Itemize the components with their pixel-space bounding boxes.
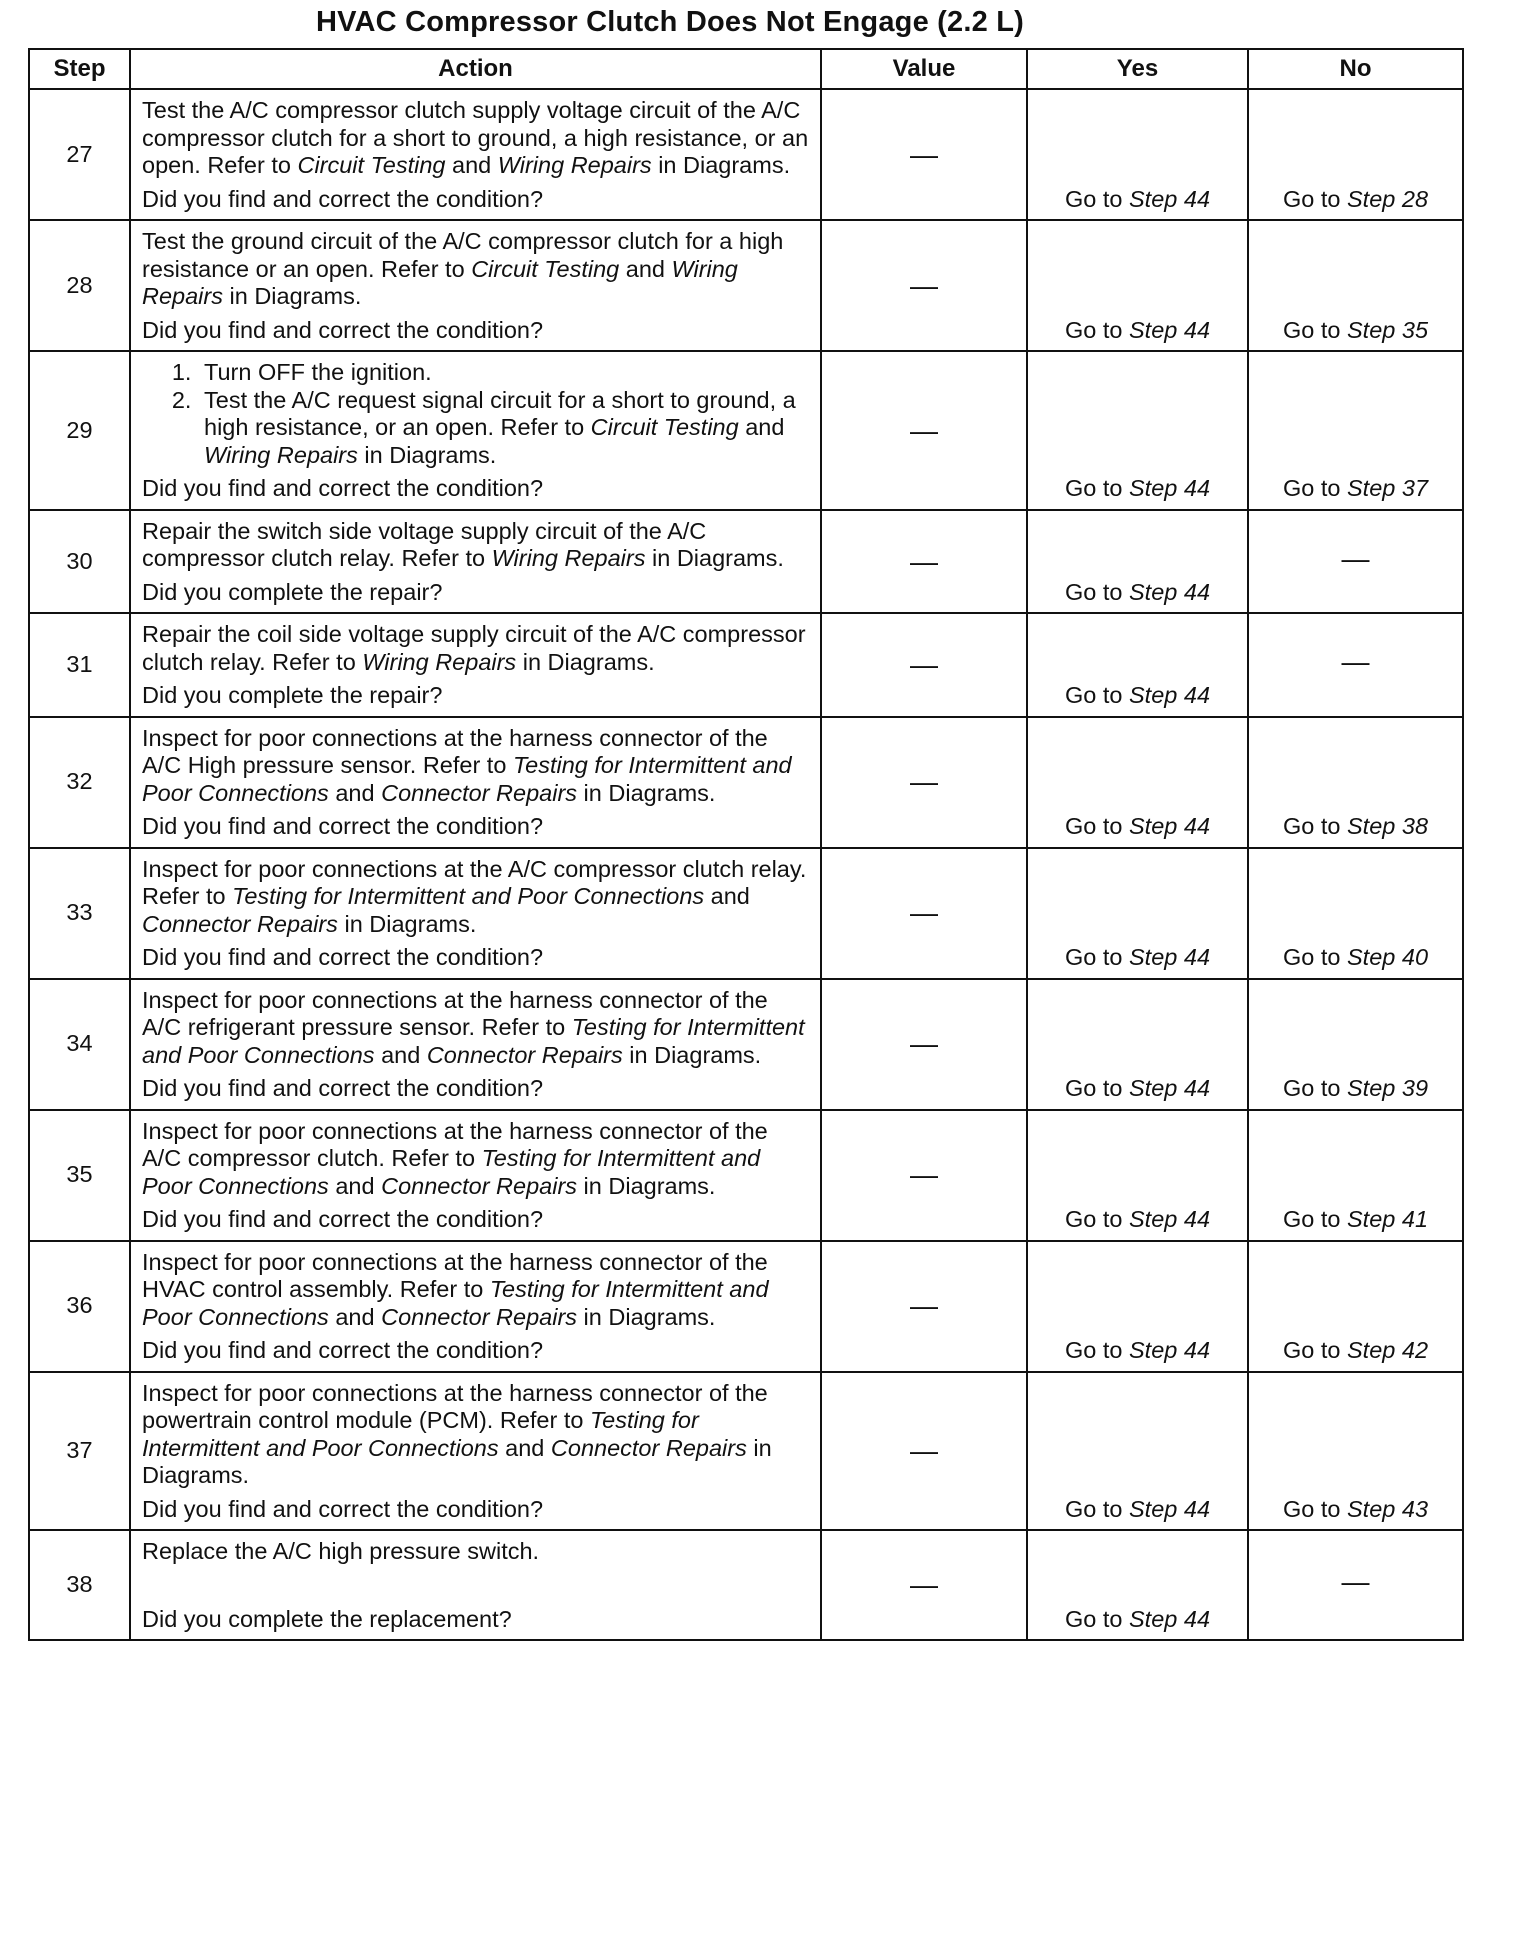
value-cell: — [821,220,1027,351]
no-cell [1248,351,1463,510]
table-row [29,89,1463,220]
action-steps [142,359,810,469]
reference-link-text: Wiring Repairs [142,255,738,309]
value-cell: — [821,1110,1027,1241]
step-reference: Step 37 [1347,475,1429,501]
step-number: 32 [29,717,130,848]
go-to-step: Go to Step 28 [1282,185,1429,212]
header-yes: Yes [1027,49,1248,89]
step-number: 36 [29,1241,130,1372]
go-to-step: Go to Step 44 [1064,475,1211,501]
step-number: 31 [29,613,130,717]
action-description: Inspect for poor connections at the harness connector of the A/C High pressure sensor. Refer to Testing for Intermittent and Poor Connections and Connector Repairs in Diagrams. [142,724,792,806]
go-to-step: Go to Step 44 [1064,1206,1211,1232]
table-row [29,979,1463,1110]
yes-cell [1027,351,1248,510]
yes-cell [1027,848,1248,979]
no-cell [1248,717,1463,848]
value-cell: — [821,351,1027,510]
go-to-step: Go to Step 44 [1064,578,1211,605]
action-description: Inspect for poor connections at the A/C compressor clutch relay. Refer to Testing for Intermittent and Poor Connections and Connector Repairs in Diagrams. [142,855,807,937]
value-cell: — [821,613,1027,717]
step-reference: Step 44 [1129,682,1211,708]
table-row [29,510,1463,614]
header-step: Step [29,49,130,89]
action-question: Did you find and correct the condition? [142,1495,544,1522]
step-reference: Step 42 [1347,1337,1429,1363]
action-description: Inspect for poor connections at the harness connector of the A/C refrigerant pressure sensor. Refer to Testing for Intermittent and Poor Connections and Connector Repairs in Diagrams. [142,986,805,1068]
action-question: Did you find and correct the condition? [142,1337,544,1363]
reference-link-text: Connector Repairs [381,1303,578,1330]
step-reference: Step 40 [1347,944,1429,970]
go-to-step: Go to Step 38 [1282,813,1429,839]
go-to-step: Go to Step 44 [1064,1075,1211,1101]
page-title: HVAC Compressor Clutch Does Not Engage (2.2 L) [316,6,1024,38]
reference-link-text: Circuit Testing [590,414,739,440]
reference-link-text: Wiring Repairs [491,545,646,571]
spacer [142,1566,810,1600]
no-cell [1248,1241,1463,1372]
action-question: Did you find and correct the condition? [142,944,544,970]
action-question: Did you find and correct the condition? [142,813,544,839]
action-cell [130,510,821,614]
no-cell [1248,848,1463,979]
action-question: Did you find and correct the condition? [142,185,544,212]
no-cell: — [1248,510,1463,614]
no-cell [1248,979,1463,1110]
yes-cell [1027,979,1248,1110]
table-row [29,717,1463,848]
action-cell [130,89,821,220]
action-description [142,359,810,469]
reference-link-text: Connector Repairs [381,779,578,806]
reference-link-text: Testing for Intermittent and Poor Connections [142,1407,699,1461]
reference-link-text: Testing for Intermittent and Poor Connections [142,1276,769,1330]
step-reference: Step 44 [1129,475,1211,501]
step-number: 27 [29,89,130,220]
no-cell [1248,1110,1463,1241]
action-cell [130,613,821,717]
action-step: 1. Turn OFF the ignition. [198,359,810,387]
action-cell [130,979,821,1110]
reference-link-text: Connector Repairs [550,1434,747,1461]
action-step: 2. Test the A/C request signal circuit for a short to ground, a high resistance, or an open. Refer to Circuit Testing and Wiring Repairs in Diagrams. [198,387,810,470]
reference-link-text: Testing for Intermittent and Poor Connections [232,883,705,909]
action-question: Did you find and correct the condition? [142,475,544,501]
table-row [29,848,1463,979]
reference-link-text: Testing for Intermittent and Poor Connections [142,1145,761,1199]
no-cell [1248,1372,1463,1531]
go-to-step: Go to Step 41 [1282,1206,1429,1232]
yes-cell [1027,1372,1248,1531]
reference-link-text: Connector Repairs [426,1041,623,1068]
yes-cell [1027,1530,1248,1640]
no-cell [1248,220,1463,351]
action-description: Inspect for poor connections at the harness connector of the powertrain control module (PCM). Refer to Testing for Intermittent and Poor Connections and Connector Repairs in Diagrams. [142,1379,772,1488]
value-cell: — [821,1241,1027,1372]
yes-cell [1027,717,1248,848]
action-question: Did you find and correct the condition? [142,1206,544,1232]
step-reference: Step 44 [1129,316,1211,343]
go-to-step: Go to Step 37 [1282,475,1429,501]
step-reference: Step 44 [1129,944,1211,970]
step-reference: Step 35 [1347,316,1429,343]
value-cell: — [821,89,1027,220]
action-cell [130,1530,821,1640]
step-number: 37 [29,1372,130,1531]
action-question: Did you find and correct the condition? [142,316,544,343]
action-question: Did you complete the repair? [142,682,443,708]
yes-cell [1027,220,1248,351]
step-number: 28 [29,220,130,351]
reference-link-text: Wiring Repairs [497,152,652,178]
go-to-step: Go to Step 44 [1064,1337,1211,1363]
value-cell: — [821,979,1027,1110]
action-cell [130,220,821,351]
step-reference: Step 44 [1129,813,1211,839]
procedure-table [28,48,1464,1641]
action-description: Replace the A/C high pressure switch. [142,1538,540,1564]
table-row [29,1241,1463,1372]
header-action: Action [130,49,821,89]
reference-link-text: Circuit Testing [471,255,620,282]
go-to-step: Go to Step 44 [1064,185,1211,212]
reference-link-text: Connector Repairs [142,910,338,937]
step-number: 29 [29,351,130,510]
table-row [29,1110,1463,1241]
reference-link-text: Wiring Repairs [204,441,358,468]
action-cell [130,848,821,979]
reference-link-text: Testing for Intermittent and Poor Connections [142,752,792,806]
action-cell [130,351,821,510]
yes-cell [1027,1110,1248,1241]
step-reference: Step 44 [1129,578,1211,605]
go-to-step: Go to Step 39 [1282,1075,1429,1101]
value-cell: — [821,510,1027,614]
action-question: Did you complete the repair? [142,578,443,605]
reference-link-text: Circuit Testing [297,152,446,178]
go-to-step: Go to Step 35 [1282,316,1429,343]
action-question: Did you complete the replacement? [142,1605,512,1632]
step-reference: Step 43 [1347,1495,1429,1522]
reference-link-text: Connector Repairs [381,1172,578,1199]
go-to-step: Go to Step 40 [1282,944,1429,970]
step-number: 33 [29,848,130,979]
go-to-step: Go to Step 42 [1282,1337,1429,1363]
step-reference: Step 39 [1347,1075,1429,1101]
step-number: 30 [29,510,130,614]
go-to-step: Go to Step 44 [1064,682,1211,708]
go-to-step: Go to Step 44 [1064,316,1211,343]
no-cell: — [1248,1530,1463,1640]
table-header-row [29,49,1463,89]
value-cell: — [821,848,1027,979]
table-row [29,613,1463,717]
yes-cell [1027,89,1248,220]
table-row [29,1530,1463,1640]
action-description: Inspect for poor connections at the harness connector of the HVAC control assembly. Refer to Testing for Intermittent and Poor Connections and Connector Repairs in Diagrams. [142,1248,769,1330]
action-description: Test the A/C compressor clutch supply voltage circuit of the A/C compressor clutch for a short to ground, a high resistance, or an open. Refer to Circuit Testing and Wiring Repairs in Diagrams. [142,97,809,178]
action-description: Repair the switch side voltage supply circuit of the A/C compressor clutch relay. Refer to Wiring Repairs in Diagrams. [142,517,784,571]
step-number: 34 [29,979,130,1110]
action-cell [130,1372,821,1531]
action-cell [130,1241,821,1372]
action-cell [130,717,821,848]
step-reference: Step 41 [1347,1206,1429,1232]
yes-cell [1027,1241,1248,1372]
step-reference: Step 28 [1347,185,1429,212]
step-reference: Step 44 [1129,1206,1211,1232]
go-to-step: Go to Step 44 [1064,813,1211,839]
step-number: 35 [29,1110,130,1241]
value-cell: — [821,717,1027,848]
step-reference: Step 44 [1129,1605,1211,1632]
header-value: Value [821,49,1027,89]
step-reference: Step 44 [1129,1075,1211,1101]
table-row [29,220,1463,351]
reference-link-text: Wiring Repairs [362,648,517,675]
action-description: Repair the coil side voltage supply circuit of the A/C compressor clutch relay. Refer to Wiring Repairs in Diagrams. [142,621,806,675]
step-reference: Step 44 [1129,1495,1211,1522]
action-question: Did you find and correct the condition? [142,1075,544,1101]
yes-cell [1027,613,1248,717]
table-row [29,351,1463,510]
go-to-step: Go to Step 44 [1064,1495,1211,1522]
step-reference: Step 44 [1129,1337,1211,1363]
yes-cell [1027,510,1248,614]
reference-link-text: Testing for Intermittent and Poor Connections [142,1014,805,1068]
value-cell: — [821,1530,1027,1640]
step-number: 38 [29,1530,130,1640]
go-to-step: Go to Step 43 [1282,1495,1429,1522]
action-cell [130,1110,821,1241]
value-cell: — [821,1372,1027,1531]
no-cell: — [1248,613,1463,717]
step-reference: Step 44 [1129,185,1211,212]
go-to-step: Go to Step 44 [1064,1605,1211,1632]
header-no: No [1248,49,1463,89]
no-cell [1248,89,1463,220]
action-description: Inspect for poor connections at the harness connector of the A/C compressor clutch. Refer to Testing for Intermittent and Poor Connections and Connector Repairs in Diagrams. [142,1117,768,1199]
go-to-step: Go to Step 44 [1064,944,1211,970]
action-description: Test the ground circuit of the A/C compressor clutch for a high resistance or an open. Refer to Circuit Testing and Wiring Repairs in Diagrams. [142,228,784,309]
table-row [29,1372,1463,1531]
step-reference: Step 38 [1347,813,1429,839]
